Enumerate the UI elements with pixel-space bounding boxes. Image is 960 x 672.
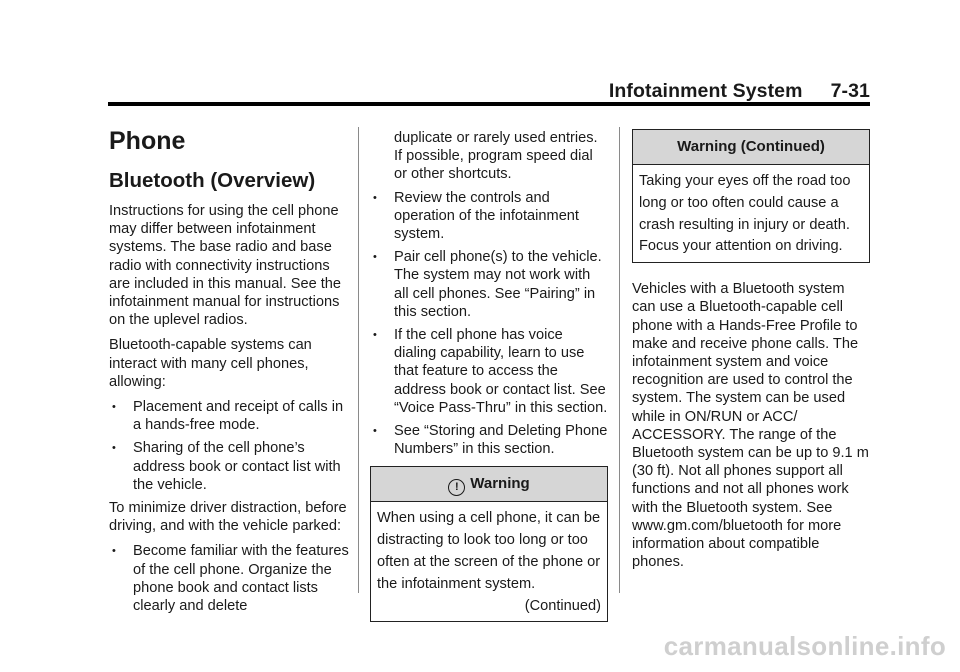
page-number: 7-31 xyxy=(830,80,870,102)
bullet-icon: • xyxy=(373,191,377,204)
page-header xyxy=(600,80,870,103)
bullet-icon: • xyxy=(373,425,377,438)
bullet-icon: • xyxy=(112,442,116,455)
warning-body: Taking your eyes off the road too long or too often could cause a crash resulting in injury or death. Focus your attention on driving. xyxy=(639,173,851,255)
bullet-text: See “Storing and Deleting Phone Numbers” in this section. xyxy=(394,423,608,458)
bullet-icon: • xyxy=(112,545,116,558)
bullet-item xyxy=(370,189,608,244)
column-divider xyxy=(358,127,359,593)
bullet-text: Pair cell phone(s) to the vehicle. The system may not work with all cell phones. See “Pairing” in this section. xyxy=(394,249,602,320)
watermark: carmanualsonline.info xyxy=(663,631,946,661)
warning-box xyxy=(370,466,608,622)
column-3 xyxy=(632,129,870,578)
bullet-text: Placement and receipt of calls in a hands-free mode. xyxy=(133,399,344,434)
warning-text: When using a cell phone, it can be distracting to look too long or too often at the screen of the phone or the infotainment system. xyxy=(377,510,601,592)
bullet-text: Sharing of the cell phone’s address book or contact list with the vehicle. xyxy=(133,440,341,493)
warning-header: Warning (Continued) xyxy=(633,130,869,165)
paragraph: Instructions for using the cell phone may differ between infotainment systems. The base radio and base radio with connectivity instructions are included in this manual. See the infotainment manual for instructions on the uplevel radios. xyxy=(109,203,342,329)
warning-body xyxy=(371,502,607,621)
warning-icon: ! xyxy=(448,479,465,496)
bullet-item xyxy=(109,439,351,494)
bullet-item xyxy=(370,326,608,417)
page-title: Phone xyxy=(109,127,186,155)
warning-title: Warning xyxy=(470,475,530,493)
bullet-item xyxy=(109,398,351,434)
bullet-continuation: duplicate or rarely used entries. If possible, program speed dial or other shortcuts. xyxy=(394,130,598,183)
paragraph: Bluetooth-capable systems can interact with many cell phones, allowing: xyxy=(109,337,312,390)
warning-header xyxy=(371,467,607,502)
warning-box-continued xyxy=(632,129,870,263)
bullet-text: Review the controls and operation of the infotainment system. xyxy=(394,189,579,243)
bullet-item xyxy=(370,422,608,458)
bullet-icon: • xyxy=(373,251,377,264)
column-1 xyxy=(109,126,351,620)
bullet-icon: • xyxy=(112,401,116,414)
column-divider xyxy=(619,127,620,593)
paragraph: To minimize driver distraction, before driving, and with the vehicle parked: xyxy=(109,500,347,535)
bullet-text: If the cell phone has voice dialing capability, learn to use that feature to access the address book or contact list. See “Voice Pass-Thru” in this section. xyxy=(394,327,608,416)
header-rule xyxy=(108,102,870,106)
bullet-item xyxy=(109,542,351,615)
section-title: Infotainment System xyxy=(608,80,803,102)
column-2 xyxy=(370,129,608,622)
bullet-text: Become familiar with the features of the cell phone. Organize the phone book and contact lists clearly and delete xyxy=(133,543,349,615)
bullet-icon: • xyxy=(373,329,377,342)
paragraph: Vehicles with a Bluetooth system can use a Bluetooth-capable cell phone with a Hands-Free Profile to make and receive phone calls. The infotainment system and voice recognition are used to control the system. The system can be used while in ON/RUN or ACC/ ACCESSORY. The range of the Bluetooth system can be up to 9.1 m (30 ft). Not all phones support all functions and not all phones work with the Bluetooth system. See www.gm.com/bluetooth for more information about compatible phones. xyxy=(632,281,869,571)
continued-label: (Continued) xyxy=(524,597,601,614)
section-heading: Bluetooth (Overview) xyxy=(109,169,316,192)
bullet-item xyxy=(370,248,608,321)
